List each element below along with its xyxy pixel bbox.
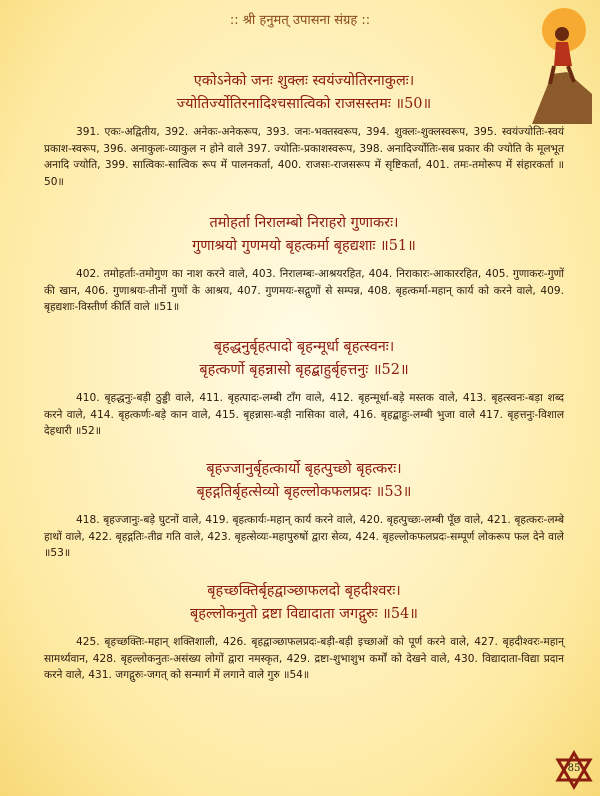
verse-53 bbox=[44, 458, 564, 504]
verse-line: बृहच्छक्तिर्बृहद्वाञ्छाफलदो बृहदीश्वरः। bbox=[207, 583, 401, 599]
verse-meaning: 410. बृहद्धनुः-बड़ी ठुड्डी वाले, 411. बृहत्पादः-लम्बी टाँग वाले, 412. बृहन्मूर्धा-बड़े मस्तक वाले, 413. बृहत्स्वनः-बड़ा शब्द करने वाले, 414. बृहत्कर्णः-बड़े कान वाले, 415. बृहन्नासः-बड़ी नासिका वाले, 416. बृहद्बाहुः-लम्बी भुजा वाले 417. बृहत्तनुः-विशाल देहधारी ॥52॥ bbox=[44, 392, 564, 438]
verse-block-52 bbox=[44, 336, 564, 440]
verse-block-50 bbox=[44, 70, 564, 190]
verse-meaning: 402. तमोहर्ताः-तमोगुण का नाश करने वाले, 403. निरालम्बः-आश्रयरहित, 404. निराकारः-आकाररहित, 405. गुणाकरः-गुणों की खान, 406. गुणाश्रयः-तीनों गुणों के आश्रय, 407. गुणमयः-सद्गुणों से सम्पन्न, 408. बृहत्कर्मा-महान् कार्य को करने वाले, 409. बृहद्यशाः-विस्तीर्ण कीर्ति वाले ॥51॥ bbox=[44, 268, 564, 314]
verse-line: बृहद्गतिर्बृहत्सेव्यो बृहल्लोकफलप्रदः ॥53॥ bbox=[196, 484, 412, 500]
verse-meaning: 391. एकः-अद्वितीय, 392. अनेकः-अनेकरूप, 393. जनः-भक्तस्वरूप, 394. शुक्लः-शुक्लस्वरूप, 395. स्वयंज्योतिः-स्वयं प्रकाश-स्वरूप, 396. अनाकुलः-व्याकुल न होने वाले 397. ज्योतिः-प्रकाशस्वरूप, 398. अनादिर्ज्योतिः-सब प्रकार की ज्योति के मूलभूत अनादि ज्योति, 399. सात्विकः-सात्विक रूप में पालनकर्ता, 400. राजसः-राजसरूप में सृष्टिकर्ता, 401. तमः-तमोरूप में संहारकर्ता ॥50॥ bbox=[44, 126, 564, 188]
verse-block-54 bbox=[44, 580, 564, 684]
verse-54 bbox=[44, 580, 564, 626]
verse-line: बृहल्लोकनुतो द्रष्टा विद्यादाता जगद्गुरुः ॥54॥ bbox=[190, 606, 418, 622]
verse-51 bbox=[44, 212, 564, 258]
verse-line: एकोऽनेको जनः शुक्लः स्वयंज्योतिरनाकुलः। bbox=[193, 73, 415, 89]
verse-block-53 bbox=[44, 458, 564, 562]
verse-meaning: 418. बृहज्जानुः-बड़े घुटनों वाले, 419. बृहत्कार्यः-महान् कार्य करने वाले, 420. बृहत्पुच्छः-लम्बी पूँछ वाले, 421. बृहत्करः-लम्बे हाथों वाले, 422. बृहद्गतिः-तीव्र गति वाले, 423. बृहत्सेव्यः-महापुरुषों द्वारा सेव्य, 424. बृहल्लोकफलप्रदः-सम्पूर्ण लोकरूप फल देने वाले ॥53॥ bbox=[44, 514, 564, 560]
verse-block-51 bbox=[44, 212, 564, 316]
verse-meaning: 425. बृहच्छक्तिः-महान् शक्तिशाली, 426. बृहद्वाञ्छाफलप्रदः-बड़ी-बड़ी इच्छाओं को पूर्ण करने वाले, 427. बृहदीश्वरः-महान् सामर्थ्यवान, 428. बृहल्लोकनुतः-असंख्य लोगों द्वारा नमस्कृत, 429. द्रष्टा-शुभाशुभ कर्मों को देखने वाले, 430. विद्यादाता-विद्या प्रदान करने वाले, 431. जगद्गुरुः-जगत् को सन्मार्ग में लगाने वाले गुरु ॥54॥ bbox=[44, 636, 564, 682]
verse-line: तमोहर्ता निरालम्बो निराहरो गुणाकरः। bbox=[209, 215, 399, 231]
page-number: 85 bbox=[567, 763, 581, 774]
verse-line: बृहत्कर्णो बृहन्नासो बृहद्बाहुर्बृहत्तनुः ॥52॥ bbox=[199, 362, 409, 378]
page-number-badge bbox=[554, 750, 594, 790]
verse-50 bbox=[44, 70, 564, 116]
verse-line: बृहद्धनुर्बृहत्पादो बृहन्मूर्धा बृहत्स्वनः। bbox=[213, 339, 395, 355]
page-header: :: श्री हनुमत् उपासना संग्रह :: bbox=[229, 13, 371, 28]
verse-52 bbox=[44, 336, 564, 382]
verse-line: गुणाश्रयो गुणमयो बृहत्कर्मा बृहद्यशाः ॥51॥ bbox=[192, 238, 416, 254]
verse-line: बृहज्जानुर्बृहत्कार्यो बृहत्पुच्छो बृहत्करः। bbox=[206, 461, 402, 477]
verse-line: ज्योतिर्ज्योतिरनादिश्चसात्विको राजसस्तमः ॥50॥ bbox=[176, 96, 432, 112]
